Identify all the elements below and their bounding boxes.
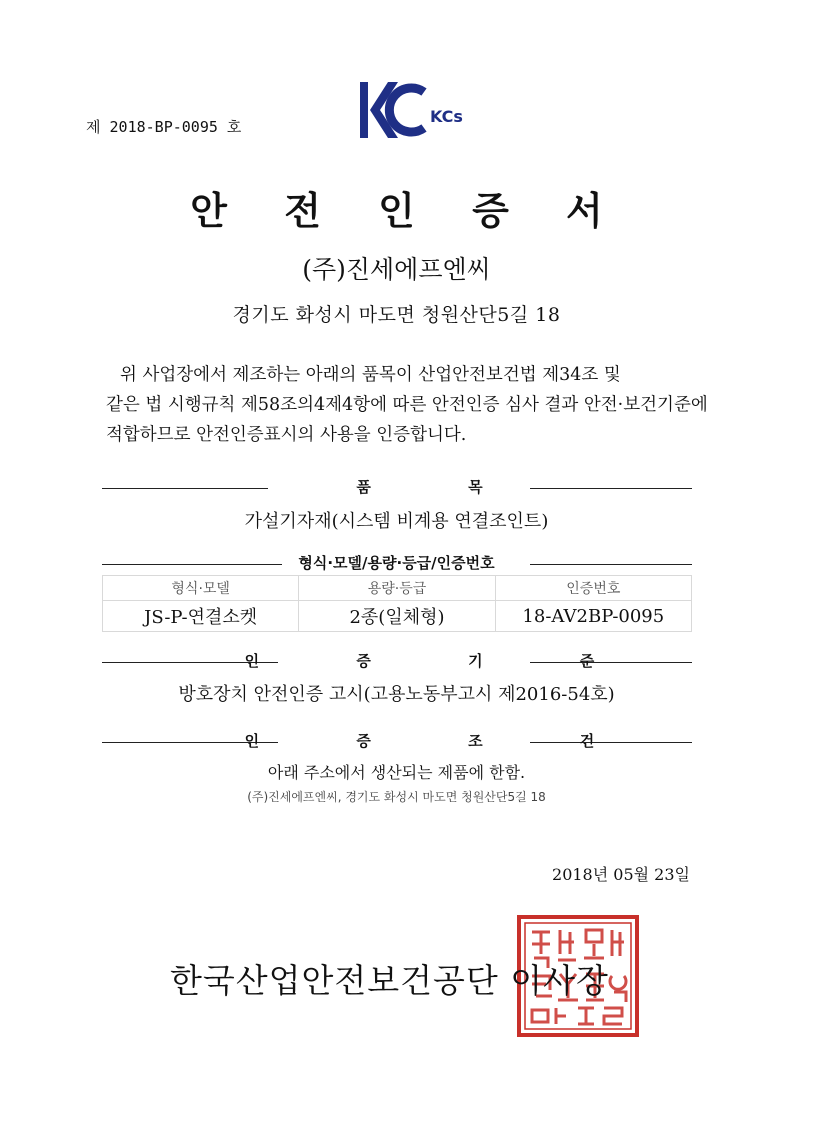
section-heading-label: 품 목 <box>356 478 529 496</box>
company-address: 경기도 화성시 마도면 청원산단5길 18 <box>232 304 561 326</box>
kcs-mark-icon <box>358 78 463 142</box>
table-cell: 18-AV2BP-0095 <box>495 601 691 632</box>
item-value: 가설기자재(시스템 비계용 연결조인트) <box>244 511 549 532</box>
table-header-cell: 인증번호 <box>495 576 691 601</box>
issue-date: 2018년 05월 23일 <box>552 865 690 884</box>
certification-statement <box>106 360 708 450</box>
condition-subtext: (주)진세에프엔씨, 경기도 화성시 마도면 청원산단5길 18 <box>247 790 546 804</box>
statement-line: 적합하므로 안전인증표시의 사용을 인증합니다. <box>106 425 467 445</box>
standard-value: 방호장치 안전인증 고시(고용노동부고시 제2016-54호) <box>178 684 615 705</box>
table-header-cell: 용량·등급 <box>299 576 495 601</box>
company-name: (주)진세에프엔씨 <box>302 255 491 284</box>
table-cell: 2종(일체형) <box>299 601 495 632</box>
certificate-number: 제 2018-BP-0095 호 <box>86 118 242 136</box>
issuer-name: 한국산업안전보건공단 이사장 <box>170 961 609 1000</box>
model-table <box>102 575 692 632</box>
kcs-logo-text: KCs <box>430 107 463 126</box>
table-cell: JS-P-연결소켓 <box>103 601 299 632</box>
statement-line: 같은 법 시행규칙 제58조의4제4항에 따른 안전인증 심사 결과 안전·보건기준에 <box>106 395 708 415</box>
condition-value: 아래 주소에서 생산되는 제품에 한함. <box>267 763 526 782</box>
section-heading-standard <box>0 650 793 674</box>
section-heading-condition <box>0 730 793 754</box>
table-header-cell: 형식·모델 <box>103 576 299 601</box>
section-heading-label: 형식·모델/용량·등급/인증번호 <box>298 554 495 572</box>
document-title: 안 전 인 증 서 <box>190 188 625 233</box>
section-heading-label: 인 증 조 건 <box>244 732 641 750</box>
section-heading-label: 인 증 기 준 <box>244 652 641 670</box>
section-heading-item <box>0 476 793 500</box>
section-heading-model <box>0 552 793 576</box>
statement-line: 위 사업장에서 제조하는 아래의 품목이 산업안전보건법 제34조 및 <box>120 365 621 385</box>
